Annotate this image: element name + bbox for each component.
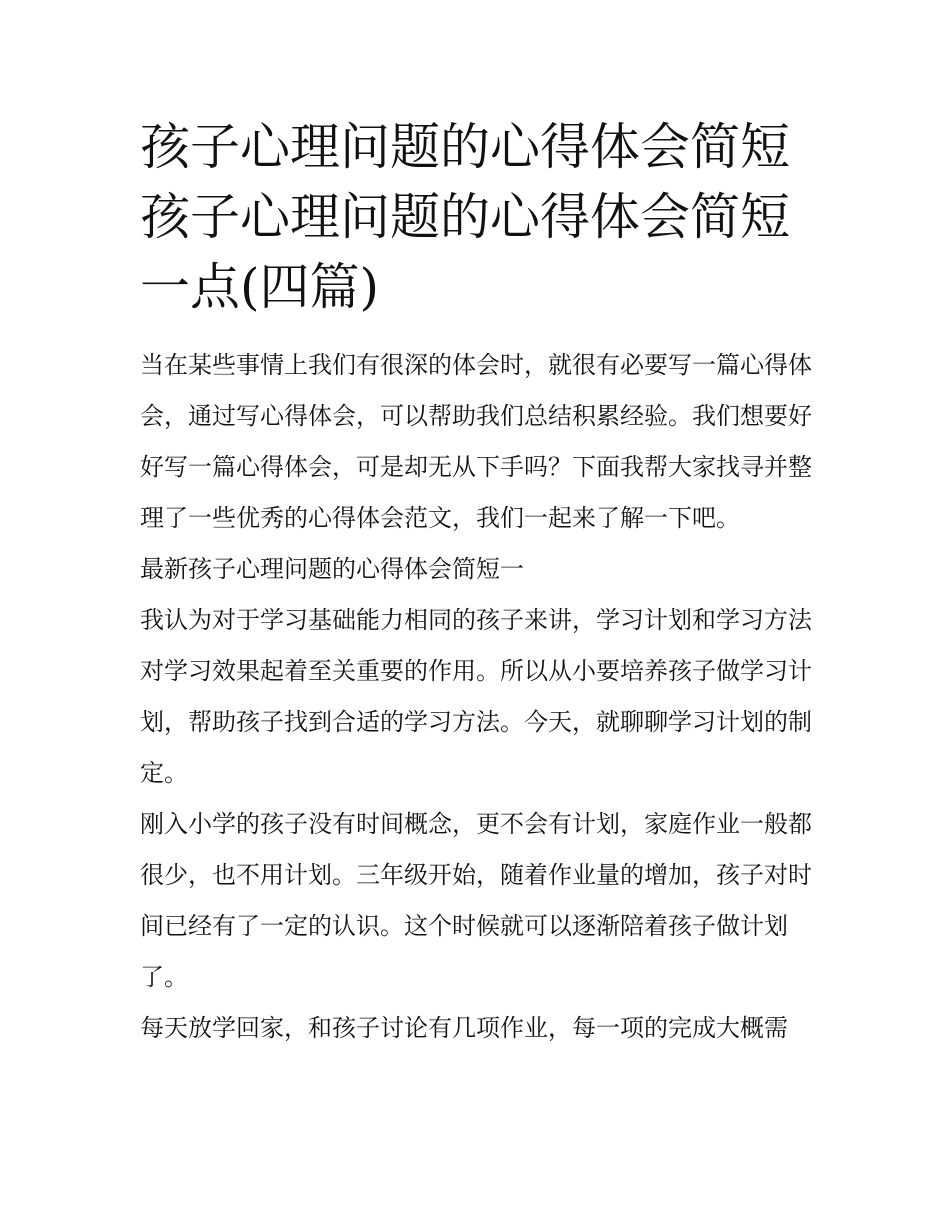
- document-body: [140, 340, 815, 1054]
- title-line-2: 孩子心理问题的心得体会简短: [140, 188, 790, 246]
- title-line-3: 一点(四篇): [140, 258, 380, 316]
- body-paragraph: 每天放学回家，和孩子讨论有几项作业，每一项的完成大概需: [140, 1014, 788, 1042]
- body-paragraph: 我认为对于学习基础能力相同的孩子来讲，学习计划和学习方法对学习效果起着至关重要的作用。所以从小要培养孩子做学习计划，帮助孩子找到合适的学习方法。今天，就聊聊学习计划的制定。: [140, 606, 812, 787]
- document-content: [140, 112, 815, 1054]
- body-paragraph: 刚入小学的孩子没有时间概念，更不会有计划，家庭作业一般都很少，也不用计划。三年级开始，随着作业量的增加，孩子对时间已经有了一定的认识。这个时候就可以逐渐陪着孩子做计划了。: [140, 810, 812, 991]
- document-title: [140, 112, 815, 322]
- intro-paragraph: 当在某些事情上我们有很深的体会时，就很有必要写一篇心得体会，通过写心得体会，可以帮助我们总结积累经验。我们想要好好写一篇心得体会，可是却无从下手吗？下面我帮大家找寻并整理了一些优秀的心得体会范文，我们一起来了解一下吧。: [140, 351, 812, 532]
- section-heading: 最新孩子心理问题的心得体会简短一: [140, 555, 524, 583]
- title-line-1: 孩子心理问题的心得体会简短: [140, 118, 790, 176]
